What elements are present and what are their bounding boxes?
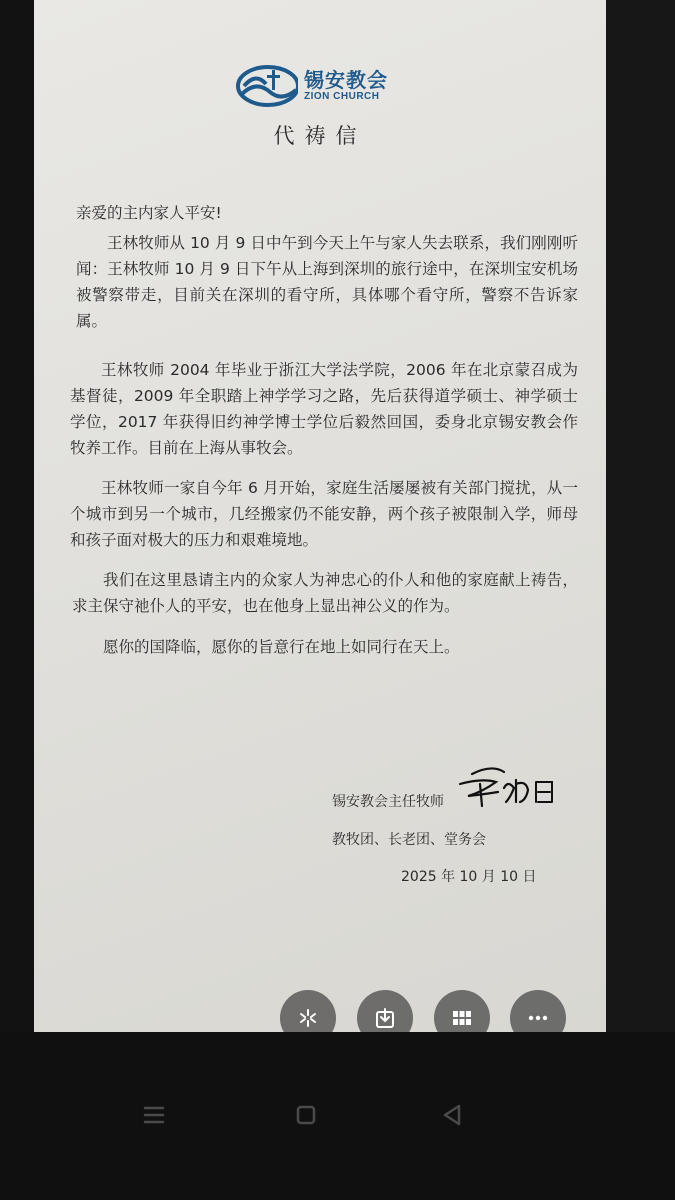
home-button[interactable] [291,1100,321,1130]
menu-icon [139,1100,169,1130]
signature-title: 锡安教会主任牧师 [332,794,444,810]
recent-apps-button[interactable] [139,1100,169,1130]
church-logo [236,62,396,110]
paragraph-4: 我们在这里恳请主内的众家人为神忠心的仆人和他的家庭献上祷告，求主保守祂仆人的平安，也在他身上显出神公义的作为。 [72,571,578,615]
signature-groups: 教牧团、长老团、堂务会 [332,832,486,848]
back-button[interactable] [437,1100,467,1130]
document-viewer[interactable] [34,0,606,1032]
church-name-cn: 锡安教会 [304,68,388,92]
greeting: 亲爱的主内家人平安! [76,204,222,222]
back-icon [437,1100,467,1130]
right-bezel [606,0,675,1032]
paragraph-1: 王林牧师从 10 月 9 日中午到今天上午与家人失去联系，我们刚刚听闻：王林牧师 10 月 9 日下午从上海到深圳的旅行途中，在深圳宝安机场被警察带走，目前关在深圳的看守所，具体哪个看守所，警察不告诉家属。 [76,234,578,330]
paragraph-5: 愿你的国降临，愿你的旨意行在地上如同行在天上。 [103,638,460,656]
handwritten-signature [452,762,562,812]
letter-date: 2025 年 10 月 10 日 [401,869,537,885]
paragraph-2: 王林牧师 2004 年毕业于浙江大学法学院，2006 年在北京蒙召成为基督徒，2009 年全职踏上神学学习之路，先后获得道学硕士、神学硕士学位，2017 年获得旧约神学博士学位后毅然回国，委身北京锡安教会作牧养工作。目前在上海从事牧会。 [70,361,578,457]
sparkle-icon [296,1006,320,1030]
home-icon [291,1100,321,1130]
more-icon [526,1006,550,1030]
download-icon [373,1006,397,1030]
letter-title: 代祷信 [273,124,367,148]
church-name-en: ZION CHURCH [304,91,380,102]
left-bezel [0,0,34,1032]
paragraph-3: 王林牧师一家自今年 6 月开始，家庭生活屡屡被有关部门搅扰，从一个城市到另一个城市，几经搬家仍不能安静，两个孩子被限制入学，师母和孩子面对极大的压力和艰难境地。 [70,479,578,549]
system-navigation-bar [0,1032,675,1200]
church-logo-icon [236,64,298,108]
grid-icon [450,1006,474,1030]
